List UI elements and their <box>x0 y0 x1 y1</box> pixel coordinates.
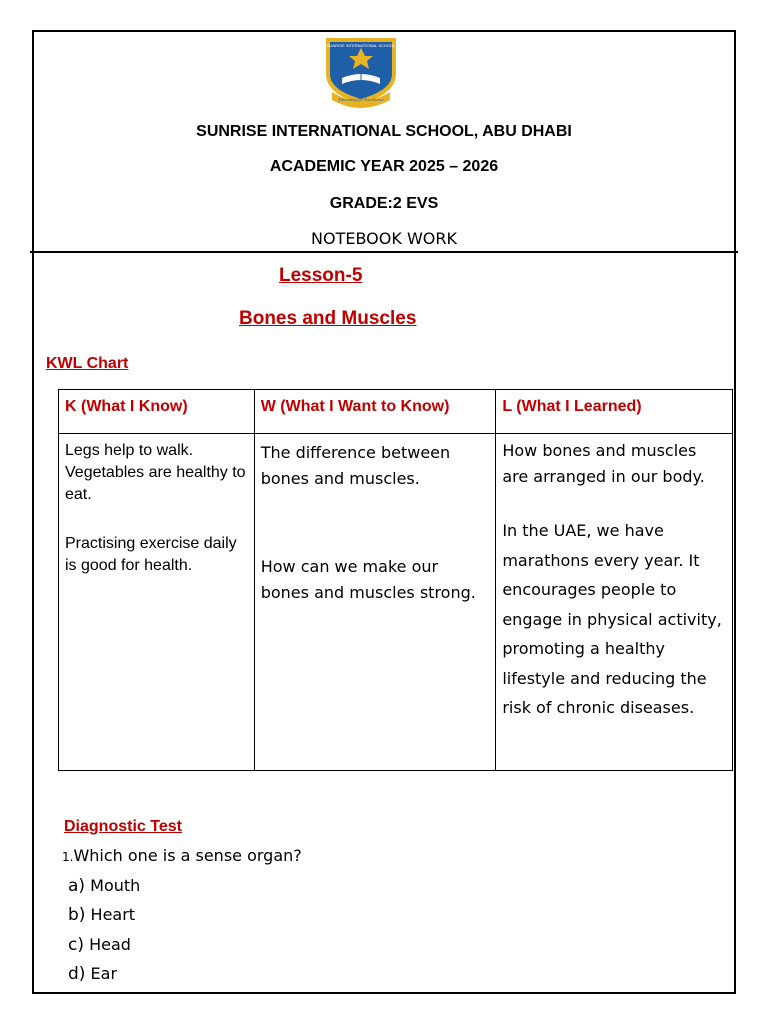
know-item: Practising exercise daily is good for health. <box>65 535 237 574</box>
header-divider <box>30 251 738 253</box>
option-c <box>68 935 131 955</box>
option-letter: b) <box>68 905 86 925</box>
option-d <box>68 964 117 984</box>
learned-item: How bones and muscles are arranged in our body. <box>502 441 705 486</box>
kwl-content-row <box>59 434 733 771</box>
option-letter: c) <box>68 935 84 955</box>
kwl-heading: KWL Chart <box>46 355 129 372</box>
kwl-learned-cell <box>496 434 733 771</box>
lesson-topic: Bones and Muscles <box>239 308 417 329</box>
option-text: Mouth <box>90 876 141 895</box>
option-a <box>68 876 140 896</box>
lesson-number: Lesson-5 <box>279 265 363 286</box>
notebook-work-label: NOTEBOOK WORK <box>311 229 457 248</box>
school-name: SUNRISE INTERNATIONAL SCHOOL, ABU DHABI <box>196 123 572 140</box>
diagnostic-heading: Diagnostic Test <box>64 818 182 835</box>
kwl-table <box>58 389 733 771</box>
academic-year: ACADEMIC YEAR 2025 – 2026 <box>269 158 499 175</box>
kwl-know-cell <box>59 434 255 771</box>
option-b <box>68 905 135 925</box>
kwl-column-l: L (What I Learned) <box>496 390 733 434</box>
kwl-column-k: K (What I Know) <box>59 390 255 434</box>
want-item: How can we make our bones and muscles strong. <box>260 557 476 602</box>
question-text: Which one is a sense organ? <box>73 846 302 865</box>
grade-label: GRADE:2 EVS <box>329 195 439 212</box>
learned-item: In the UAE, we have marathons every year. It encourages people to engage in physical activity, promoting a healthy lifestyle and reducing the risk of chronic diseases. <box>502 521 722 717</box>
option-text: Ear <box>90 964 118 983</box>
option-text: Head <box>89 935 131 954</box>
question-1 <box>62 846 302 865</box>
logo-motto: Educating for Excellence <box>338 97 384 102</box>
option-text: Heart <box>90 905 136 924</box>
question-number: 1. <box>62 850 74 864</box>
kwl-header-row <box>59 390 733 434</box>
kwl-column-w: W (What I Want to Know) <box>254 390 496 434</box>
option-letter: a) <box>68 876 86 896</box>
school-logo <box>318 34 404 108</box>
know-item: Legs help to walk. Vegetables are healthy to eat. <box>65 442 246 503</box>
logo-top-text: SUNRISE INTERNATIONAL SCHOOL <box>326 43 396 48</box>
kwl-want-cell <box>254 434 496 771</box>
want-item: The difference between bones and muscles. <box>260 443 451 488</box>
option-letter: d) <box>68 964 86 984</box>
